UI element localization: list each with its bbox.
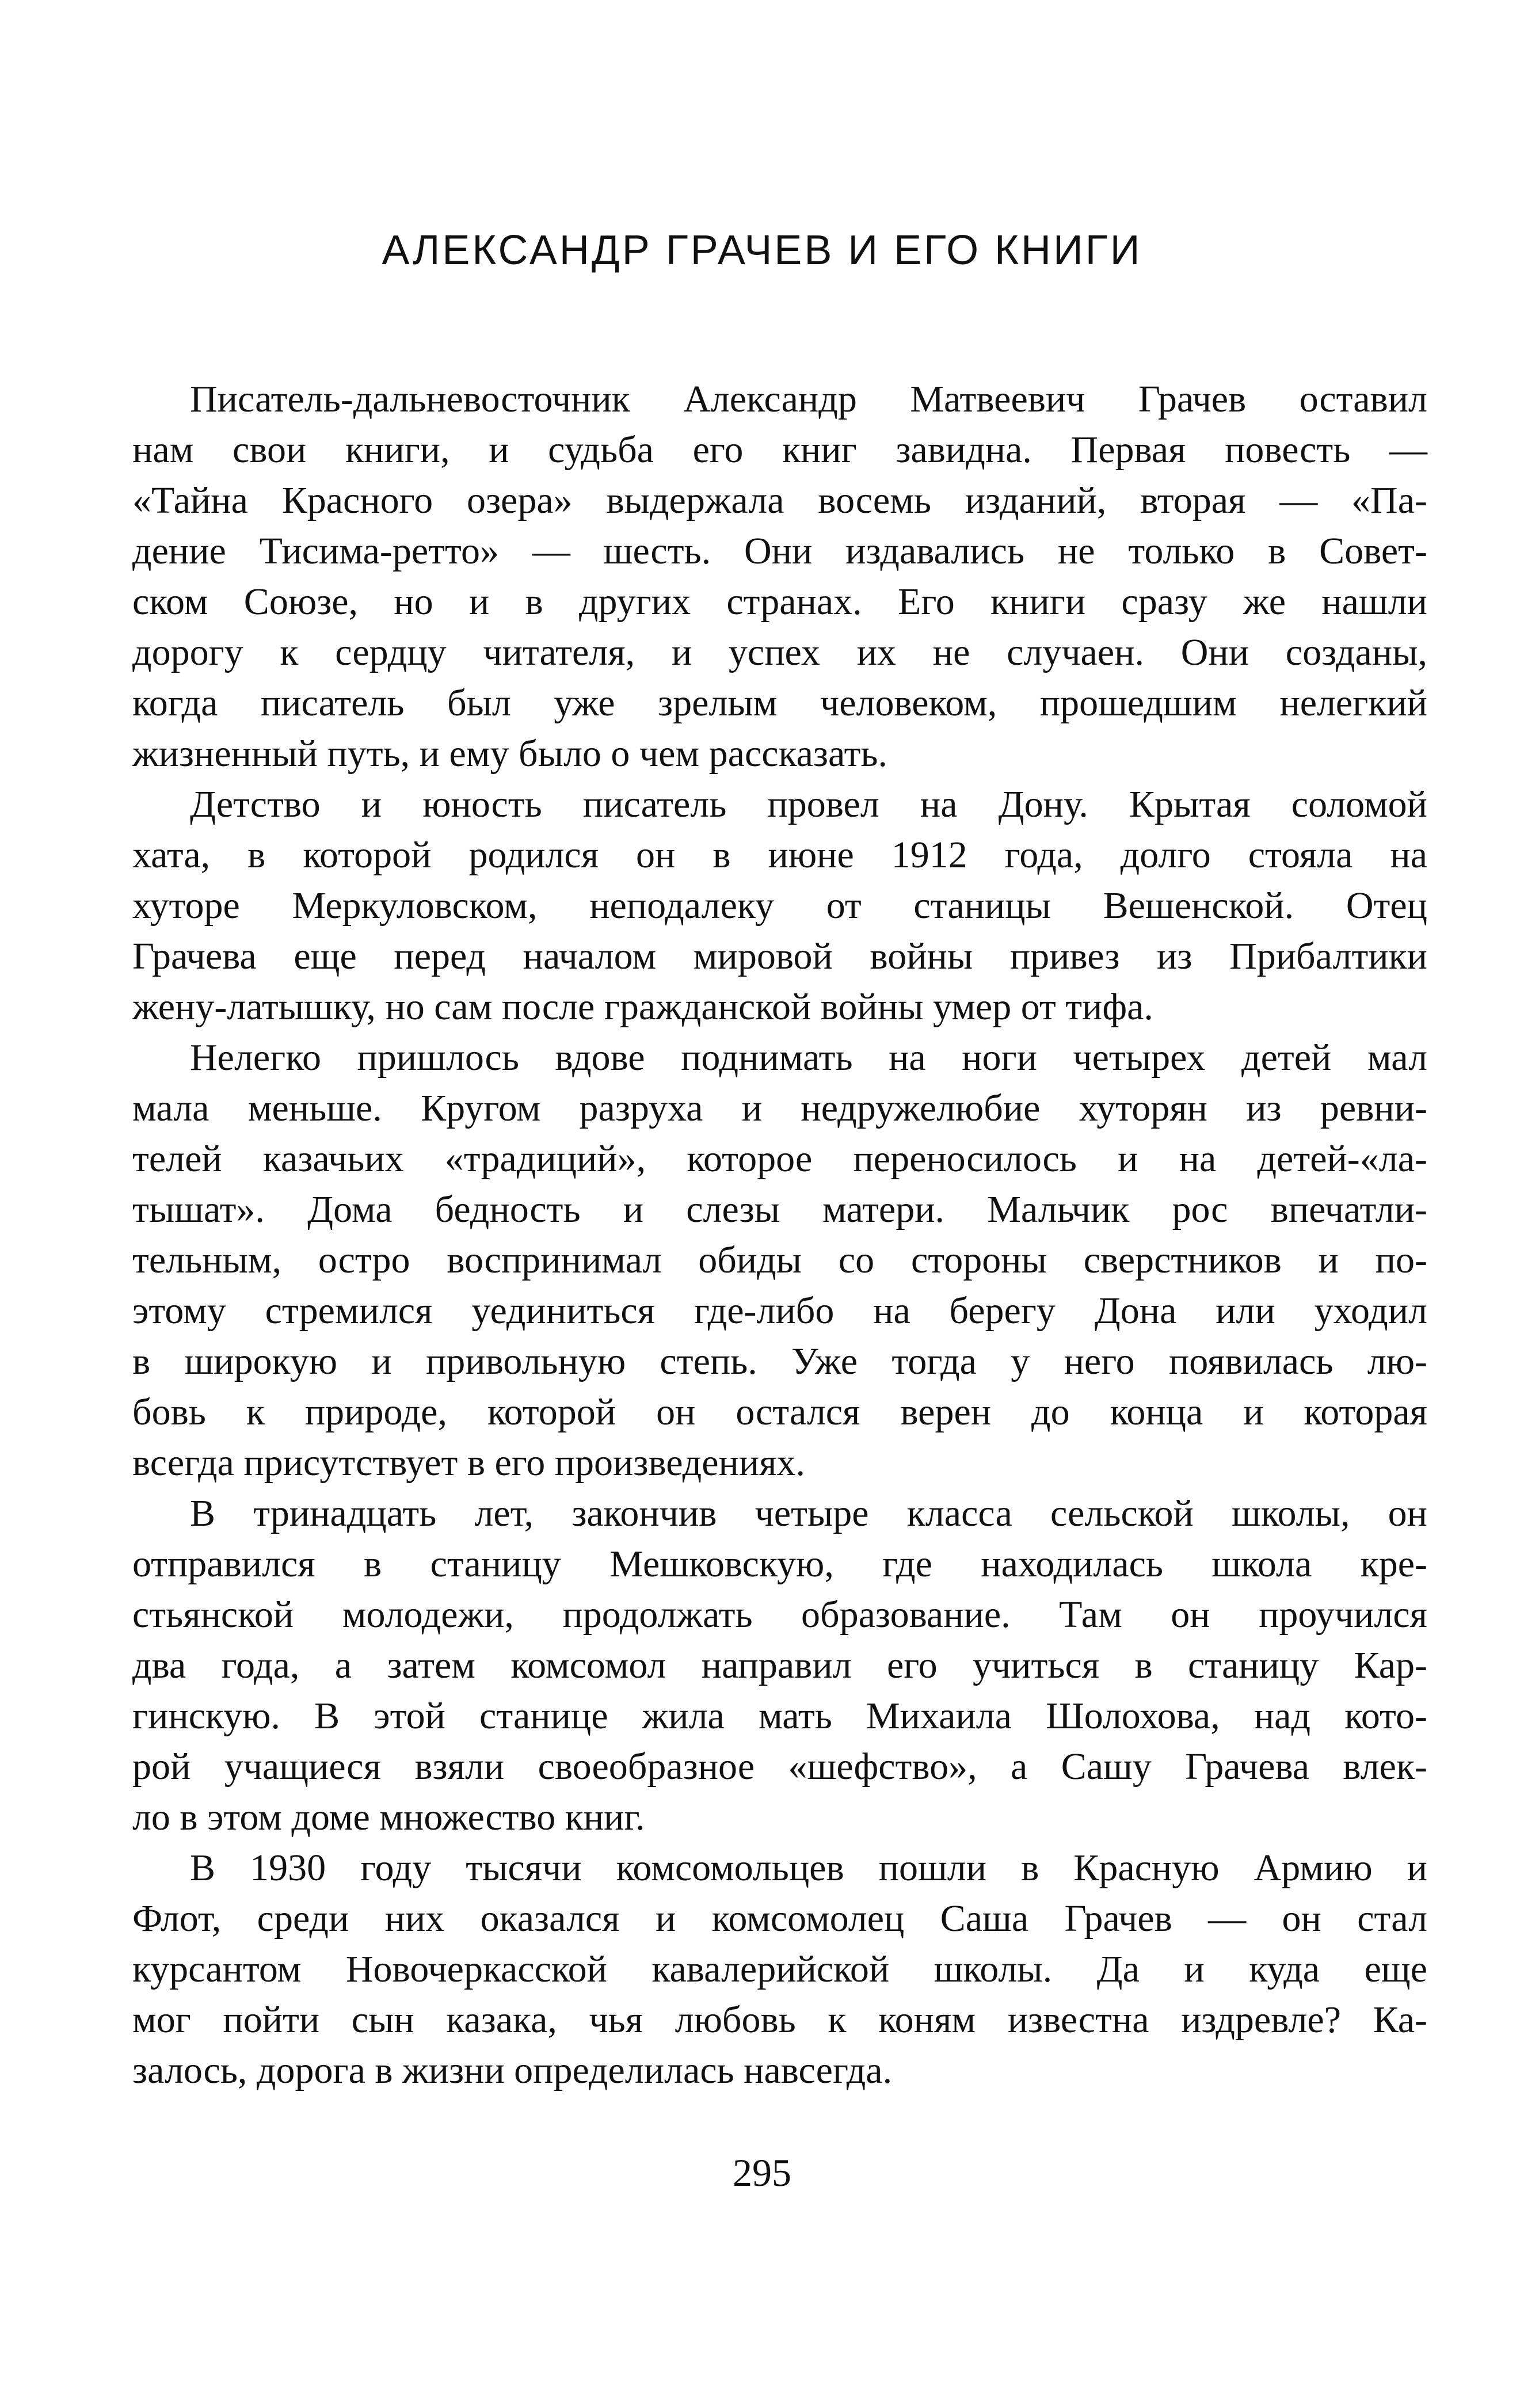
text-line: дение Тисима-ретто» — шесть. Они издавались не только в Совет- — [132, 530, 1427, 572]
text-line: жену-латышку, но сам после гражданской войны умер от тифа. — [132, 986, 1153, 1028]
text-line: Нелегко пришлось вдове поднимать на ноги четырех детей мал — [190, 1037, 1427, 1079]
paragraph — [132, 779, 1427, 1032]
text-line: отправился в станицу Мешковскую, где находилась школа кре- — [132, 1543, 1427, 1585]
text-line: ло в этом доме множество книг. — [132, 1796, 645, 1838]
text-line: Грачева еще перед началом мировой войны привез из Прибалтики — [132, 935, 1427, 977]
text-line: два года, а затем комсомол направил его учиться в станицу Кар- — [132, 1644, 1427, 1686]
text-line: «Тайна Красного озера» выдержала восемь изданий, вторая — «Па- — [132, 479, 1427, 521]
chapter-title: АЛЕКСАНДР ГРАЧЕВ И ЕГО КНИГИ — [382, 227, 1142, 273]
text-line: ском Союзе, но и в других странах. Его книги сразу же нашли — [132, 581, 1427, 623]
text-line: Флот, среди них оказался и комсомолец Саша Грачев — он стал — [132, 1898, 1427, 1940]
text-line: курсантом Новочеркасской кавалерийской школы. Да и куда еще — [132, 1948, 1427, 1990]
text-line: хуторе Меркуловском, неподалеку от станицы Вешенской. Отец — [132, 885, 1427, 927]
text-line: рой учащиеся взяли своеобразное «шефство», а Сашу Грачева влек- — [132, 1746, 1427, 1788]
text-line: стьянской молодежи, продолжать образование. Там он проучился — [132, 1594, 1427, 1636]
text-line: бовь к природе, которой он остался верен до конца и которая — [132, 1391, 1427, 1433]
text-line: когда писатель был уже зрелым человеком, прошедшим нелегкий — [132, 682, 1427, 724]
text-line: гинскую. В этой станице жила мать Михаила Шолохова, над кото- — [132, 1695, 1427, 1737]
text-line: Детство и юность писатель провел на Дону. Крытая соломой — [190, 783, 1427, 825]
body-text — [132, 374, 1427, 2096]
text-line: залось, дорога в жизни определилась навсегда. — [132, 2049, 893, 2091]
text-line: мог пойти сын казака, чья любовь к коням известна издревле? Ка- — [132, 1999, 1427, 2041]
text-line: дорогу к сердцу читателя, и успех их не случаен. Они созданы, — [132, 631, 1427, 673]
text-line: жизненный путь, и ему было о чем рассказать. — [132, 733, 888, 775]
page-number: 295 — [733, 2151, 791, 2194]
text-line: мала меньше. Кругом разруха и недружелюбие хуторян из ревни- — [132, 1087, 1427, 1129]
text-line: хата, в которой родился он в июне 1912 года, долго стояла на — [132, 834, 1427, 876]
text-line: в широкую и привольную степь. Уже тогда у него появилась лю- — [132, 1340, 1427, 1382]
paragraph — [132, 1843, 1427, 2096]
paragraph — [132, 1032, 1427, 1488]
text-line: нам свои книги, и судьба его книг завидна. Первая повесть — — [132, 429, 1427, 471]
text-line: телей казачьих «традиций», которое переносилось и на детей-«ла- — [132, 1138, 1427, 1180]
text-line: В тринадцать лет, закончив четыре класса сельской школы, он — [190, 1492, 1427, 1534]
text-line: тельным, остро воспринимал обиды со стороны сверстников и по- — [132, 1239, 1427, 1281]
paragraph — [132, 374, 1427, 779]
text-line: В 1930 году тысячи комсомольцев пошли в Красную Армию и — [190, 1847, 1427, 1889]
text-line: всегда присутствует в его произведениях. — [132, 1442, 806, 1484]
text-line: этому стремился уединиться где-либо на берегу Дона или уходил — [132, 1290, 1427, 1332]
text-line: тышат». Дома бедность и слезы матери. Мальчик рос впечатли- — [132, 1188, 1427, 1230]
text-line: Писатель-дальневосточник Александр Матвеевич Грачев оставил — [190, 378, 1427, 420]
paragraph — [132, 1488, 1427, 1843]
